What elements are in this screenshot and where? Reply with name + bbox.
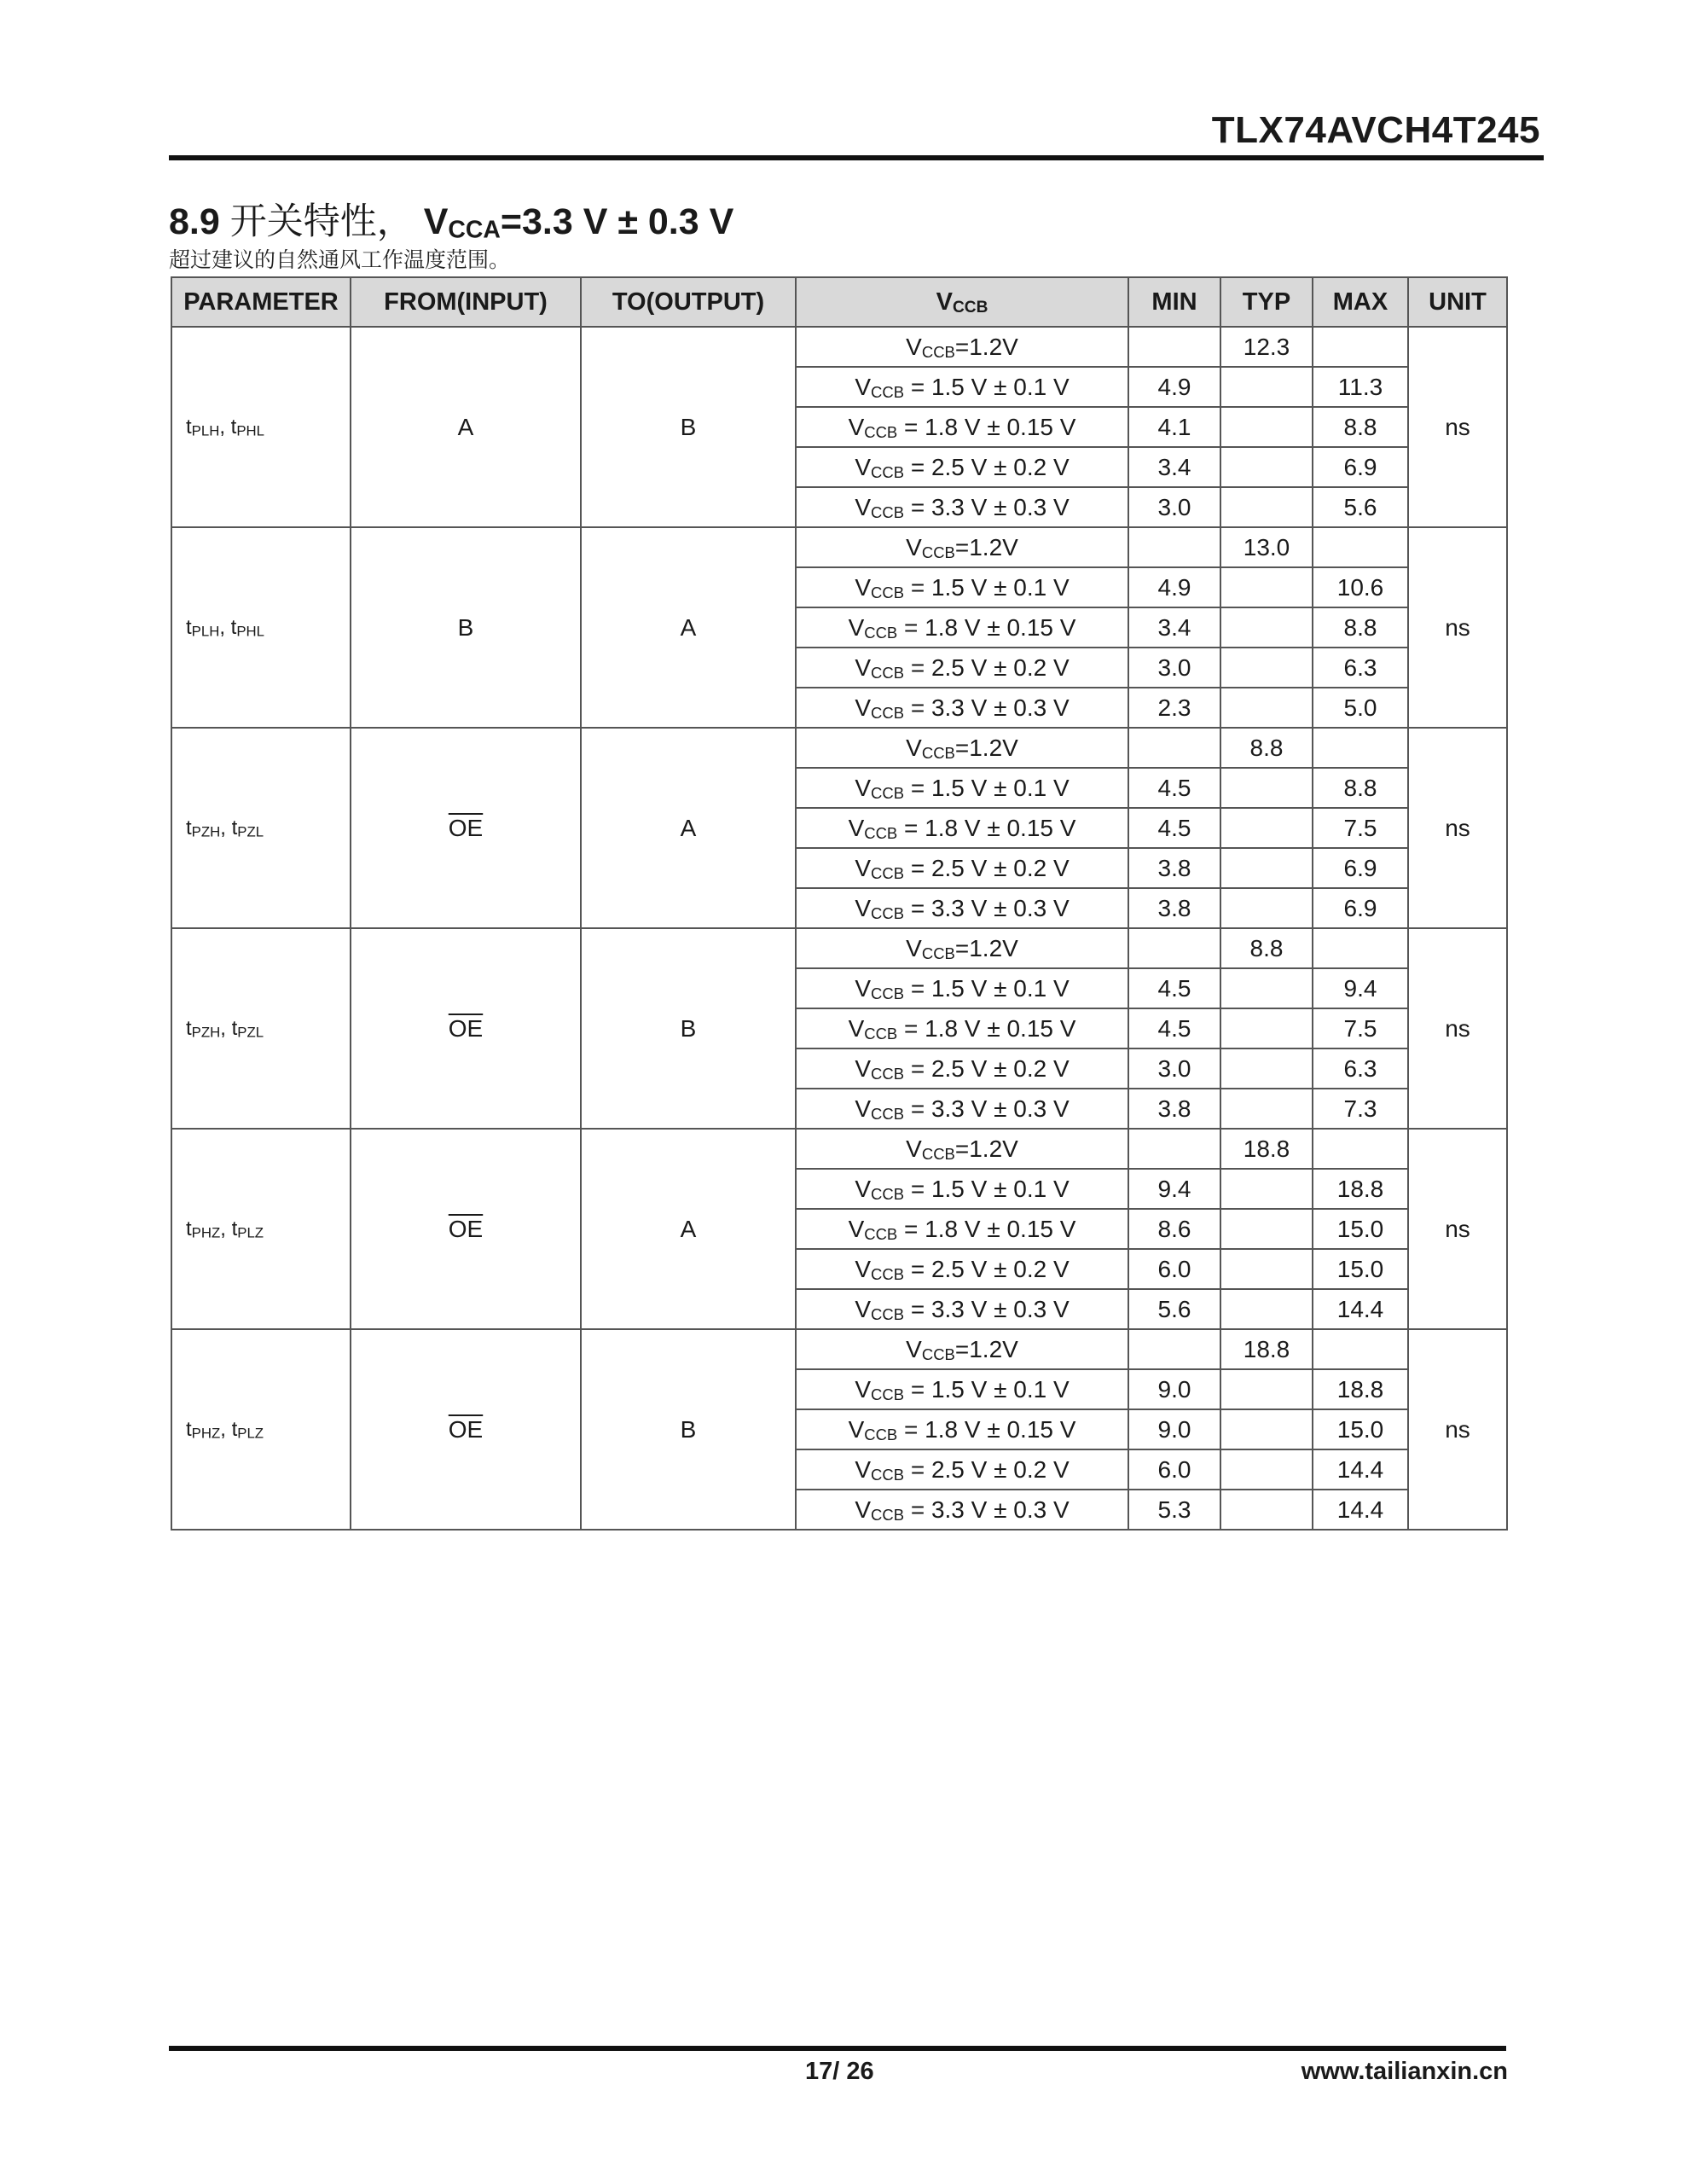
from-input-cell: $\overline{OE}$ [351,1329,581,1530]
header-typ: TYP [1220,277,1313,327]
header-max: MAX [1313,277,1408,327]
min-cell: 3.4 [1128,447,1220,487]
to-output-cell: B [581,327,796,527]
typ-cell: 12.3 [1220,327,1313,367]
to-output-cell: A [581,1129,796,1329]
vccb-condition-cell: $V_{CCB} = 1.5$ V ± 0.1 V [796,768,1128,808]
max-cell: 6.9 [1313,888,1408,928]
min-cell: 3.0 [1128,648,1220,688]
typ-cell [1220,1089,1313,1129]
max-cell: 8.8 [1313,407,1408,447]
unit-cell: ns [1408,728,1507,928]
vccb-condition-cell: $V_{CCB}=1.2V$ [796,1129,1128,1169]
typ-cell [1220,1209,1313,1249]
typ-cell [1220,1169,1313,1209]
from-input-cell: $\overline{OE}$ [351,928,581,1129]
min-cell [1128,327,1220,367]
max-cell: 15.0 [1313,1209,1408,1249]
typ-cell: 18.8 [1220,1329,1313,1369]
min-cell: 9.0 [1128,1369,1220,1409]
typ-cell [1220,808,1313,848]
min-cell: 8.6 [1128,1209,1220,1249]
max-cell: 18.8 [1313,1169,1408,1209]
max-cell: 14.4 [1313,1449,1408,1490]
typ-cell [1220,688,1313,728]
min-cell: 4.1 [1128,407,1220,447]
table-row [171,1129,1507,1169]
vccb-condition-cell: $V_{CCB} = 2.5$ V ± 0.2 V [796,447,1128,487]
max-cell [1313,728,1408,768]
vccb-condition-cell: $V_{CCB} = 2.5$ V ± 0.2 V [796,1449,1128,1490]
parameter-cell: $t_{PHZ}$, $t_{PLZ}$ [171,1129,351,1329]
max-cell: 6.9 [1313,848,1408,888]
min-cell [1128,928,1220,968]
typ-cell: 8.8 [1220,928,1313,968]
to-output-cell: A [581,527,796,728]
page-number: 17/ 26 [805,2058,874,2085]
table-row [171,327,1507,367]
max-cell: 14.4 [1313,1490,1408,1530]
min-cell: 3.4 [1128,607,1220,648]
max-cell: 6.3 [1313,648,1408,688]
typ-cell [1220,968,1313,1008]
switching-characteristics-table [171,276,1508,1531]
vccb-condition-cell: $V_{CCB} = 1.8$ V ± 0.15 V [796,1409,1128,1449]
typ-cell [1220,768,1313,808]
max-cell: 7.3 [1313,1089,1408,1129]
vccb-condition-cell: $V_{CCB} = 1.8$ V ± 0.15 V [796,1209,1128,1249]
typ-cell [1220,367,1313,407]
min-cell: 4.9 [1128,367,1220,407]
vccb-condition-cell: $V_{CCB} = 3.3$ V ± 0.3 V [796,888,1128,928]
max-cell [1313,1329,1408,1369]
vccb-condition-cell: $V_{CCB} = 1.5$ V ± 0.1 V [796,367,1128,407]
parameter-cell: $t_{PZH}$, $t_{PZL}$ [171,728,351,928]
from-input-cell: $\overline{OE}$ [351,728,581,928]
max-cell: 15.0 [1313,1409,1408,1449]
section-cond-v: V [423,201,449,242]
min-cell: 4.5 [1128,808,1220,848]
table-row [171,728,1507,768]
max-cell [1313,327,1408,367]
min-cell: 2.3 [1128,688,1220,728]
vccb-condition-cell: $V_{CCB} = 3.3$ V ± 0.3 V [796,1490,1128,1530]
vccb-condition-cell: $V_{CCB} = 1.5$ V ± 0.1 V [796,1169,1128,1209]
parameter-cell: $t_{PHZ}$, $t_{PLZ}$ [171,1329,351,1530]
min-cell [1128,728,1220,768]
typ-cell [1220,648,1313,688]
header-from: FROM(INPUT) [351,277,581,327]
unit-cell: ns [1408,1129,1507,1329]
min-cell: 6.0 [1128,1249,1220,1289]
vccb-condition-cell: $V_{CCB} = 3.3$ V ± 0.3 V [796,487,1128,527]
min-cell: 4.5 [1128,768,1220,808]
max-cell: 5.0 [1313,688,1408,728]
max-cell [1313,527,1408,567]
from-input-cell: B [351,527,581,728]
vccb-condition-cell: $V_{CCB} = 3.3$ V ± 0.3 V [796,688,1128,728]
section-cond-value: =3.3 V ± 0.3 V [500,201,734,242]
max-cell [1313,1129,1408,1169]
vccb-condition-cell: $V_{CCB} = 2.5$ V ± 0.2 V [796,1048,1128,1089]
from-input-cell: $\overline{OE}$ [351,1129,581,1329]
vccb-condition-cell: $V_{CCB}=1.2V$ [796,928,1128,968]
max-cell: 6.9 [1313,447,1408,487]
vccb-condition-cell: $V_{CCB}=1.2V$ [796,1329,1128,1369]
min-cell: 5.3 [1128,1490,1220,1530]
typ-cell [1220,447,1313,487]
to-output-cell: B [581,1329,796,1530]
footer-rule [169,2046,1506,2051]
section-title-cn: 开关特性， [229,200,414,243]
max-cell: 15.0 [1313,1249,1408,1289]
max-cell: 8.8 [1313,607,1408,648]
min-cell: 4.5 [1128,968,1220,1008]
max-cell: 7.5 [1313,1008,1408,1048]
min-cell: 3.8 [1128,848,1220,888]
typ-cell [1220,1449,1313,1490]
min-cell: 5.6 [1128,1289,1220,1329]
header-unit: UNIT [1408,277,1507,327]
min-cell [1128,1129,1220,1169]
min-cell: 3.8 [1128,888,1220,928]
unit-cell: ns [1408,527,1507,728]
parameter-cell: $t_{PZH}$, $t_{PZL}$ [171,928,351,1129]
to-output-cell: A [581,728,796,928]
table-row [171,527,1507,567]
typ-cell [1220,848,1313,888]
typ-cell: 8.8 [1220,728,1313,768]
max-cell: 9.4 [1313,968,1408,1008]
min-cell: 9.4 [1128,1169,1220,1209]
header-min: MIN [1128,277,1220,327]
vccb-condition-cell: $V_{CCB} = 2.5$ V ± 0.2 V [796,848,1128,888]
vccb-condition-cell: $V_{CCB} = 1.5$ V ± 0.1 V [796,968,1128,1008]
typ-cell [1220,888,1313,928]
typ-cell [1220,1490,1313,1530]
table-row [171,928,1507,968]
section-subtitle: 超过建议的自然通风工作温度范围。 [169,247,511,272]
typ-cell: 13.0 [1220,527,1313,567]
max-cell: 7.5 [1313,808,1408,848]
max-cell: 8.8 [1313,768,1408,808]
table-row [171,1329,1507,1369]
header-rule [169,155,1544,160]
section-title [169,193,733,245]
typ-cell [1220,407,1313,447]
vccb-condition-cell: $V_{CCB} = 2.5$ V ± 0.2 V [796,648,1128,688]
vccb-condition-cell: $V_{CCB} = 2.5$ V ± 0.2 V [796,1249,1128,1289]
vccb-condition-cell: $V_{CCB}=1.2V$ [796,728,1128,768]
min-cell: 4.9 [1128,567,1220,607]
typ-cell [1220,567,1313,607]
min-cell: 3.0 [1128,1048,1220,1089]
table-header-row [171,277,1507,327]
max-cell: 5.6 [1313,487,1408,527]
document-title: TLX74AVCH4T245 [1211,109,1540,151]
vccb-condition-cell: $V_{CCB} = 1.8$ V ± 0.15 V [796,1008,1128,1048]
min-cell: 6.0 [1128,1449,1220,1490]
header-parameter: PARAMETER [171,277,351,327]
typ-cell [1220,1369,1313,1409]
vccb-condition-cell: $V_{CCB} = 1.5$ V ± 0.1 V [796,1369,1128,1409]
max-cell: 6.3 [1313,1048,1408,1089]
min-cell: 3.8 [1128,1089,1220,1129]
typ-cell [1220,487,1313,527]
typ-cell [1220,1249,1313,1289]
vccb-condition-cell: $V_{CCB} = 1.5$ V ± 0.1 V [796,567,1128,607]
unit-cell: ns [1408,327,1507,527]
vccb-condition-cell: $V_{CCB} = 1.8$ V ± 0.15 V [796,407,1128,447]
section-cond-sub: CCA [448,216,501,244]
parameter-cell: $t_{PLH}$, $t_{PHL}$ [171,327,351,527]
max-cell: 10.6 [1313,567,1408,607]
from-input-cell: A [351,327,581,527]
vccb-condition-cell: $V_{CCB}=1.2V$ [796,327,1128,367]
unit-cell: ns [1408,1329,1507,1530]
min-cell: 4.5 [1128,1008,1220,1048]
min-cell: 9.0 [1128,1409,1220,1449]
unit-cell: ns [1408,928,1507,1129]
vccb-condition-cell: $V_{CCB}=1.2V$ [796,527,1128,567]
header-vccb: $V_{CCB}$ [796,277,1128,327]
header-to: TO(OUTPUT) [581,277,796,327]
max-cell: 14.4 [1313,1289,1408,1329]
to-output-cell: B [581,928,796,1129]
typ-cell [1220,1409,1313,1449]
min-cell [1128,527,1220,567]
typ-cell: 18.8 [1220,1129,1313,1169]
section-number: 8.9 [169,201,220,242]
vccb-condition-cell: $V_{CCB} = 3.3$ V ± 0.3 V [796,1289,1128,1329]
vccb-condition-cell: $V_{CCB} = 1.8$ V ± 0.15 V [796,808,1128,848]
min-cell [1128,1329,1220,1369]
typ-cell [1220,1289,1313,1329]
website: www.tailianxin.cn [1301,2058,1508,2085]
max-cell: 11.3 [1313,367,1408,407]
max-cell: 18.8 [1313,1369,1408,1409]
parameter-cell: $t_{PLH}$, $t_{PHL}$ [171,527,351,728]
vccb-condition-cell: $V_{CCB} = 3.3$ V ± 0.3 V [796,1089,1128,1129]
max-cell [1313,928,1408,968]
typ-cell [1220,607,1313,648]
min-cell: 3.0 [1128,487,1220,527]
vccb-condition-cell: $V_{CCB} = 1.8$ V ± 0.15 V [796,607,1128,648]
typ-cell [1220,1048,1313,1089]
typ-cell [1220,1008,1313,1048]
